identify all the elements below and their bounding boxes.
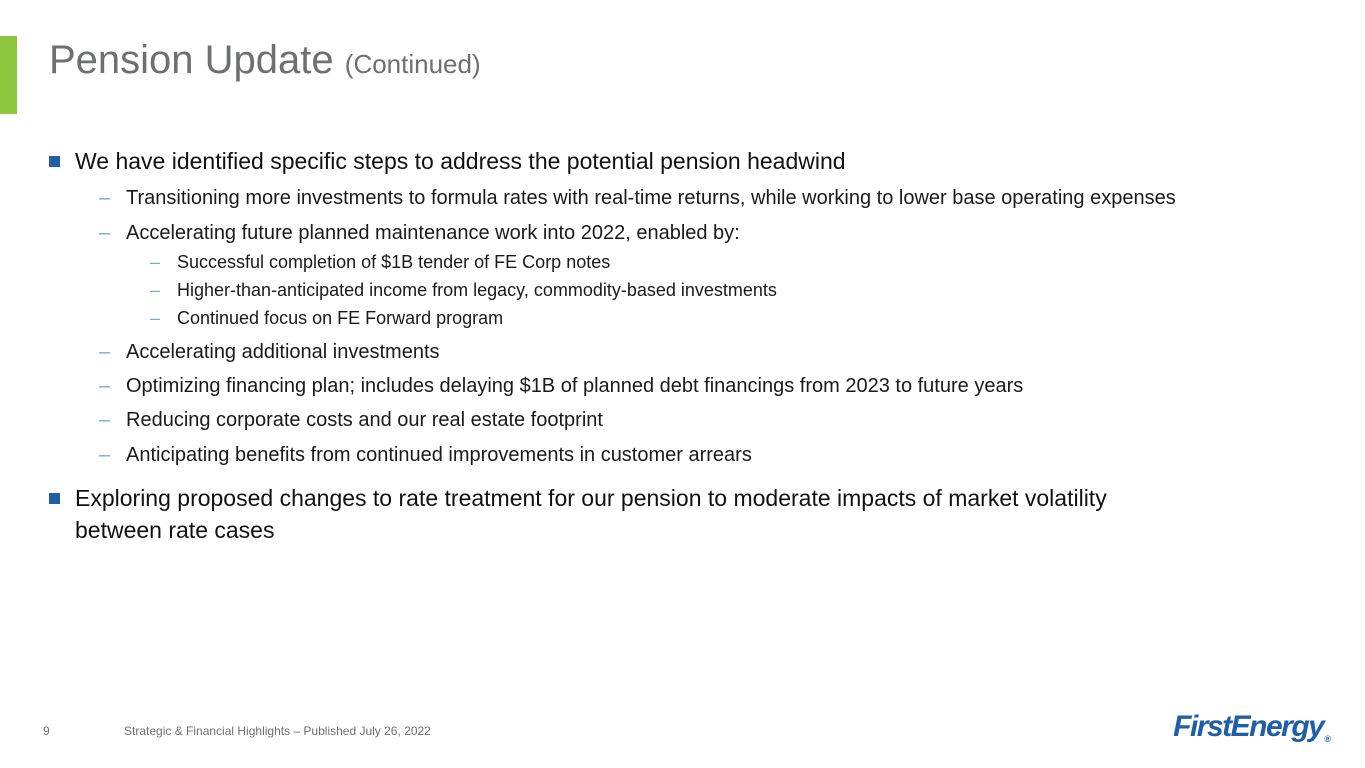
dash-bullet-icon: – [99, 444, 111, 466]
dash-bullet-icon: – [150, 280, 161, 300]
sub-bullet-item [99, 338, 440, 366]
bullet-text-line-2: between rate cases [75, 517, 275, 543]
dash-bullet-icon: – [150, 252, 161, 272]
bullet-text-line-1: Exploring proposed changes to rate treatment for our pension to moderate impacts of market volatility [75, 485, 1107, 511]
title-main: Pension Update [49, 38, 334, 82]
sub-bullet-text: Transitioning more investments to formula rates with real-time returns, while working to lower base operating expenses [126, 187, 1176, 209]
sub-bullet-item [99, 184, 1176, 212]
sub-bullet-text: Reducing corporate costs and our real estate footprint [126, 409, 603, 431]
title-suffix: (Continued) [344, 49, 481, 79]
sub-sub-bullet-item [150, 277, 777, 303]
sub-bullet-item [99, 406, 603, 434]
page-title [49, 38, 481, 83]
sub-bullet-text: Accelerating additional investments [126, 341, 440, 363]
square-bullet-icon [49, 156, 60, 167]
dash-bullet-icon: – [150, 308, 161, 328]
sub-sub-bullet-item [150, 305, 503, 331]
sub-bullet-text: Accelerating future planned maintenance work into 2022, enabled by: [126, 222, 740, 244]
footer-text: Strategic & Financial Highlights – Published July 26, 2022 [124, 724, 431, 738]
dash-bullet-icon: – [99, 375, 111, 397]
dash-bullet-icon: – [99, 341, 111, 363]
logo-text: FirstEnergy [1173, 710, 1324, 743]
sub-sub-bullet-text: Successful completion of $1B tender of FE Corp notes [177, 252, 611, 272]
sub-bullet-item [99, 372, 1023, 400]
sub-sub-bullet-item [150, 249, 610, 275]
firstenergy-logo [1173, 710, 1331, 744]
square-bullet-icon [49, 493, 60, 504]
sub-sub-bullet-text: Higher-than-anticipated income from legacy, commodity-based investments [177, 280, 777, 300]
dash-bullet-icon: – [99, 187, 111, 209]
page-number: 9 [43, 724, 50, 738]
sub-bullet-item [99, 219, 740, 247]
bullet-text: We have identified specific steps to address the potential pension headwind [75, 148, 846, 174]
sub-sub-bullet-text: Continued focus on FE Forward program [177, 308, 504, 328]
sub-bullet-text: Anticipating benefits from continued improvements in customer arrears [126, 444, 752, 466]
sub-bullet-item [99, 441, 752, 469]
dash-bullet-icon: – [99, 222, 111, 244]
sub-bullet-text: Optimizing financing plan; includes delaying $1B of planned debt financings from 2023 to future years [126, 375, 1024, 397]
registered-mark: ® [1324, 734, 1331, 744]
title-accent-bar [0, 36, 17, 114]
dash-bullet-icon: – [99, 409, 111, 431]
